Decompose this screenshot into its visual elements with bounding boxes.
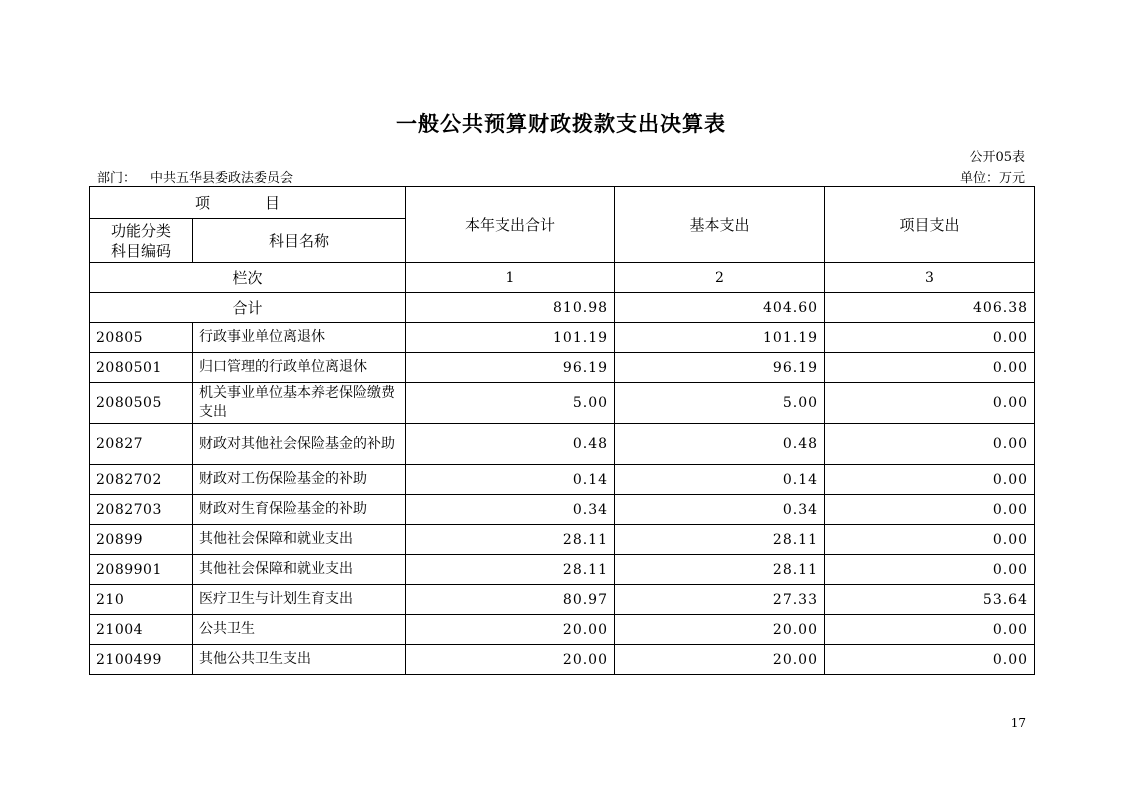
header-code: [90, 219, 193, 263]
row-item: 53.64: [825, 585, 1035, 615]
row-basic: 96.19: [615, 353, 825, 383]
row-total: 20.00: [406, 615, 615, 645]
header-row-1: [90, 187, 1035, 219]
header-item: 项目支出: [825, 187, 1035, 263]
row-code: 2082703: [90, 495, 193, 525]
row-basic: 20.00: [615, 615, 825, 645]
row-name: 财政对其他社会保险基金的补助: [193, 424, 406, 465]
row-basic: 101.19: [615, 323, 825, 353]
table-row: [90, 383, 1035, 424]
row-code: 20827: [90, 424, 193, 465]
row-code: 2100499: [90, 645, 193, 675]
department-line: [97, 167, 293, 186]
row-item: 0.00: [825, 555, 1035, 585]
row-name: 其他社会保障和就业支出: [193, 525, 406, 555]
row-item: 0.00: [825, 424, 1035, 465]
column-row-label: 栏次: [90, 263, 406, 293]
row-total: 28.11: [406, 525, 615, 555]
column-number-2: 2: [615, 263, 825, 293]
row-total: 20.00: [406, 645, 615, 675]
total-label: 合计: [90, 293, 406, 323]
header-code-line2: 科目编码: [110, 241, 171, 260]
row-name: 财政对生育保险基金的补助: [193, 495, 406, 525]
table-row: [90, 555, 1035, 585]
table-row: [90, 424, 1035, 465]
row-item: 0.00: [825, 465, 1035, 495]
row-code: 2082702: [90, 465, 193, 495]
row-name: 其他公共卫生支出: [193, 645, 406, 675]
row-item: 0.00: [825, 383, 1035, 424]
row-name: 财政对工伤保险基金的补助: [193, 465, 406, 495]
row-item: 0.00: [825, 323, 1035, 353]
unit-label: 单位：万元: [959, 171, 1025, 186]
expenditure-table: [89, 186, 1035, 675]
row-item: 0.00: [825, 495, 1035, 525]
table-row: [90, 585, 1035, 615]
row-code: 21004: [90, 615, 193, 645]
row-name: 行政事业单位离退休: [193, 323, 406, 353]
department-name: 中共五华县委政法委员会: [150, 171, 294, 186]
row-item: 0.00: [825, 525, 1035, 555]
table-row: [90, 323, 1035, 353]
column-number-1: 1: [406, 263, 615, 293]
row-basic: 0.34: [615, 495, 825, 525]
table-row: [90, 465, 1035, 495]
row-basic: 0.48: [615, 424, 825, 465]
row-total: 0.34: [406, 495, 615, 525]
column-number-3: 3: [825, 263, 1035, 293]
header-basic: 基本支出: [615, 187, 825, 263]
table-row: [90, 495, 1035, 525]
row-code: 20805: [90, 323, 193, 353]
row-code: 2089901: [90, 555, 193, 585]
row-code: 2080501: [90, 353, 193, 383]
row-basic: 0.14: [615, 465, 825, 495]
row-name: 归口管理的行政单位离退休: [193, 353, 406, 383]
total-row: [90, 293, 1035, 323]
row-item: 0.00: [825, 645, 1035, 675]
row-total: 96.19: [406, 353, 615, 383]
header-subject-name: 科目名称: [193, 219, 406, 263]
page-title: 一般公共预算财政拨款支出决算表: [396, 111, 726, 136]
row-total: 0.14: [406, 465, 615, 495]
table-row: [90, 353, 1035, 383]
column-number-row: [90, 263, 1035, 293]
department-label: 部门：: [97, 171, 137, 186]
header-total: 本年支出合计: [406, 187, 615, 263]
row-item: 0.00: [825, 615, 1035, 645]
row-basic: 5.00: [615, 383, 825, 424]
row-basic: 28.11: [615, 525, 825, 555]
row-basic: 20.00: [615, 645, 825, 675]
row-total: 101.19: [406, 323, 615, 353]
row-total: 0.48: [406, 424, 615, 465]
row-name: 医疗卫生与计划生育支出: [193, 585, 406, 615]
form-number: 公开05表: [969, 150, 1025, 165]
row-basic: 27.33: [615, 585, 825, 615]
row-code: 20899: [90, 525, 193, 555]
row-name: 公共卫生: [193, 615, 406, 645]
row-total: 5.00: [406, 383, 615, 424]
header-project: 项 目: [90, 187, 406, 219]
row-code: 210: [90, 585, 193, 615]
row-total: 80.97: [406, 585, 615, 615]
table-row: [90, 525, 1035, 555]
total-basic: 404.60: [615, 293, 825, 323]
row-code: 2080505: [90, 383, 193, 424]
page-number: 17: [1010, 716, 1026, 730]
table-row: [90, 645, 1035, 675]
row-total: 28.11: [406, 555, 615, 585]
total-item: 406.38: [825, 293, 1035, 323]
row-basic: 28.11: [615, 555, 825, 585]
row-name: 机关事业单位基本养老保险缴费支出: [193, 383, 406, 424]
header-code-line1: 功能分类: [110, 221, 171, 240]
row-item: 0.00: [825, 353, 1035, 383]
table-row: [90, 615, 1035, 645]
total-sum: 810.98: [406, 293, 615, 323]
row-name: 其他社会保障和就业支出: [193, 555, 406, 585]
